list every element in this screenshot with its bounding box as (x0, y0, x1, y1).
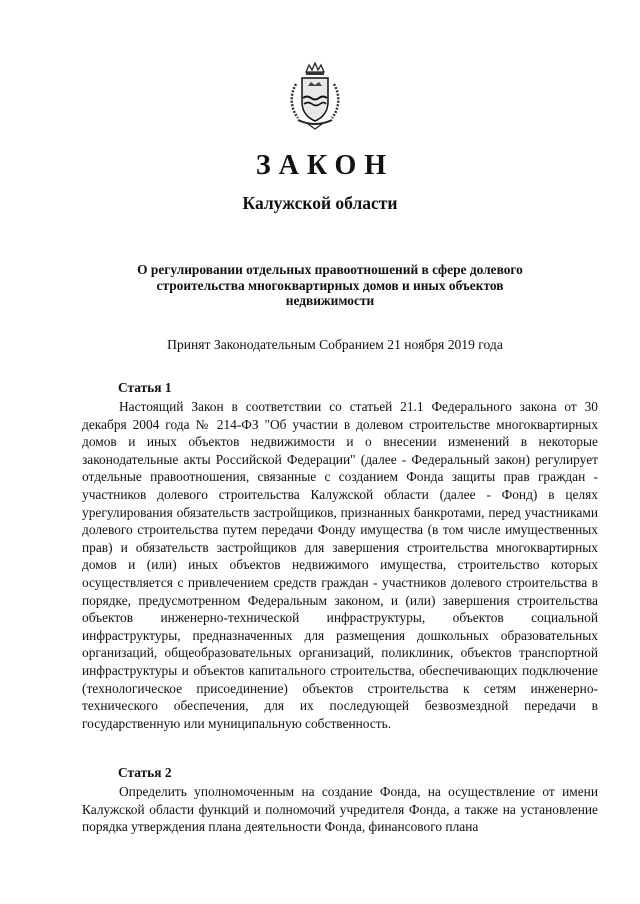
article-2-text: Определить уполномоченным на создание Фонда, на осуществление от имени Калужской области функций и полномочий учредителя Фонда, а также на установление порядка утверждения плана деятельности Фонда, финансового плана (82, 784, 598, 835)
article-1-text: Настоящий Закон в соответствии со статьей 21.1 Федерального закона от 30 декабря 2004 года № 214-ФЗ "Об участии в долевом строительстве многоквартирных домов и иных объектов недвижимости и о внесении изменений в некоторые законодательные акты Российской Федерации" (далее - Федеральный закон) регулирует отдельные правоотношения, связанные с созданием Фонда защиты прав граждан - участников долевого строительства Калужской области (далее - Фонд) в целях урегулирования обязательств застройщиков, признанных банкротами, перед участниками долевого строительства путем передачи Фонду имущества (в том числе имущественных прав) и обязательств застройщиков для завершения строительства многоквартирных домов и (или) иных объектов недвижимого имущества, строительство которых осуществляется с привлечением средств граждан - участников долевого строительства в порядке, предусмотренном Федеральным законом, и (или) завершения строительства объектов инженерно-технической инфраструктуры, объектов социальной инфраструктуры, предназначенных для размещения дошкольных образовательных организаций, общеобразовательных организаций, поликлиник, объектов транспортной инфраструктуры и объектов капитального строительства, обеспечивающих подключение (технологическое присоединение) объектов строительства к сетям инженерно-технического обеспечения, для их последующей безвозмездной передачи в государственную или муниципальную собственность. (82, 399, 598, 731)
law-title: ЗАКОН (255, 150, 395, 181)
law-region: Калужской области (242, 193, 398, 213)
kaluga-coat-of-arms-icon (286, 62, 344, 130)
article-2-heading: Статья 2 (118, 765, 172, 780)
article-1-heading: Статья 1 (118, 380, 172, 395)
law-subject: О регулировании отдельных правоотношений в сфере долевого строительства многоквартирных домов и иных объектов недвижимости (137, 262, 523, 308)
adoption-note: Принят Законодательным Собранием 21 ноября 2019 года (167, 337, 503, 352)
